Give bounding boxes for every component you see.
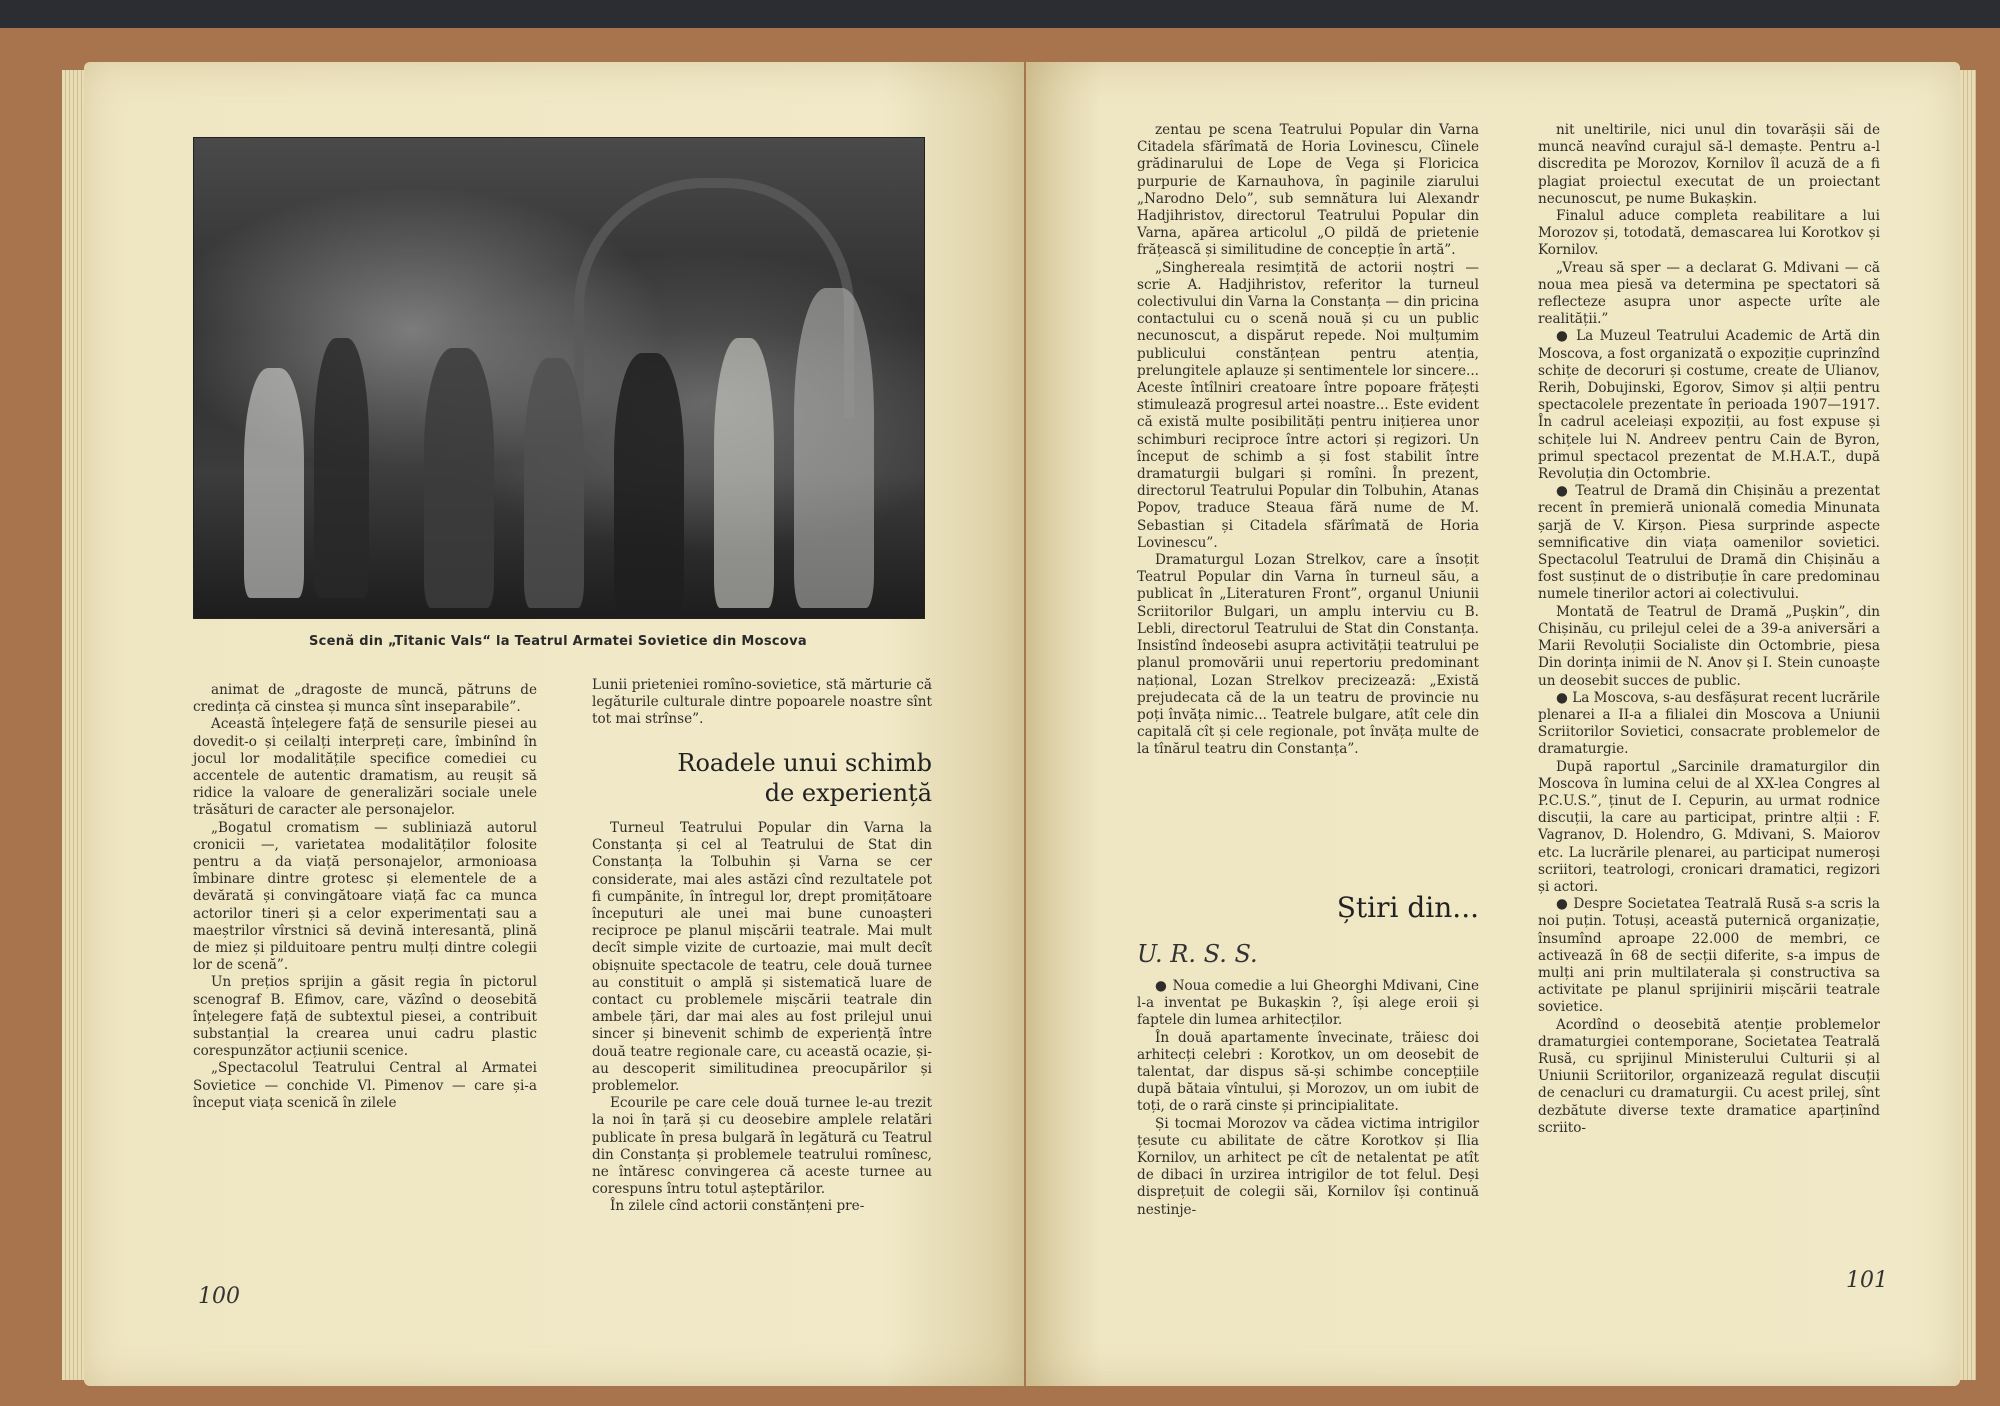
paragraph: nit uneltirile, nici unul din tovarășii săi de muncă neavînd curajul să-l demaște. Pentru a-l discredita pe Morozov, Kornilov îl acuză de a fi plagiat proiectul executat de un proiectant necunoscut, pe nume Bukașkin. [1538, 122, 1880, 207]
paragraph: Montată de Teatrul de Dramă „Pușkin”, din Chișinău, cu prilejul celei de a 39-a aniversări a Marii Revoluții Socialiste din Octombrie, piesa Din dorința inimii de N. Anov și I. Stein cunoaște un deosebit succes de public. [1538, 603, 1880, 689]
paragraph: ● La Muzeul Teatrului Academic de Artă din Moscova, a fost organizată o expoziție cuprinzînd schițe de decoruri și costume, create de Ulianov, Rerih, Dobujinski, Egorov, Simov și alții pentru spectacolele prezentate în perioada 1907—1917. În cadrul aceleiași expoziții, au fost expuse și schițele lui N. Andreev pentru Cain de Byron, primul spectacol prezentat de M.H.A.T., după Revoluția din Octombrie. [1538, 328, 1880, 483]
photo-figure [714, 338, 774, 608]
article-heading [592, 748, 932, 808]
paragraph: Dramaturgul Lozan Strelkov, care a însoțit Teatrul Popular din Varna în turneul său, a publicat în „Literaturen Front”, organul Uniunii Scriitorilor Bulgari, un amplu interviu cu B. Lebli, directorul Teatrului de Stat din Constanța. Insistînd îndeosebi asupra activității teatrului pe planul promovării unui repertoriu predominant național, Lozan Strelkov precizează: „Există prejudecata că de la un teatru de provincie nu poți învăța nimic... Teatrele bulgare, atît cele din capitală cît și cele regionale, pot învăța multe de la tînărul teatru din Constanța”. [1137, 552, 1479, 758]
paragraph: După raportul „Sarcinile dramaturgilor din Moscova în lumina celui de al XX-lea Congres al P.C.U.S.”, ținut de I. Cepurin, au urmat rodnice discuții, la care au participat, printre alții : F. Vagranov, D. Holendro, G. Mdivani, S. Maiorov etc. La lucrările plenarei, au participat numeroși scriitori, teatrologi, cronicari dramatici, regizori și actori. [1538, 758, 1880, 895]
left-column-2-intro [592, 677, 932, 729]
paragraph: „Vreau să sper — a declarat G. Mdivani — că noua mea piesă va determina pe spectatori să reflecteze asupra unor aspecte urîte ale realității.” [1538, 259, 1880, 328]
paragraph: ● Despre Societatea Teatrală Rusă s-a scris la noi puțin. Totuși, această puternică organizație, însumînd aproape 22.000 de membri, ce activează în 68 de secții diferite, s-a impus de mulți ani prin multilaterala și constructiva sa activitate pe planul sprijinirii mișcării teatrale sovietice. [1538, 896, 1880, 1016]
page-number-right: 101 [1846, 1268, 1888, 1293]
paragraph: ● Teatrul de Dramă din Chișinău a prezentat recent în premieră unională comedia Minunata șarjă de V. Kirșon. Piesa surprinde aspecte semnificative din viața oamenilor sovietici. Spectacolul Teatrului de Dramă din Chișinău a fost susținut de o distribuție în care predominau numele tinerilor actori ai colectivului. [1538, 483, 1880, 603]
photo-figure [614, 353, 684, 613]
page-edges-right [1960, 70, 1976, 1380]
paragraph: Această înțelegere față de sensurile piesei au dovedit-o și ceilalți interpreți care, îmbinînd în jocul lor modalitățile specifice comediei cu accentele de autentic dramatism, au reușit să ridice la valoare de generalizări sociale unele trăsături de caracter ale personajelor. [193, 716, 537, 819]
heading-line-1: Roadele unui schimb [677, 749, 932, 777]
paragraph: În două apartamente învecinate, trăiesc doi arhitecți celebri : Korotkov, un om deosebit de talentat, dar dispus să-și schimbe concepțiile după bătaia vîntului, și Morozov, un om iubit de toți, de o rară cinste și principialitate. [1137, 1029, 1479, 1115]
paragraph: Acordînd o deosebită atenție problemelor dramaturgiei contemporane, Societatea Teatrală Rusă, cu sprijinul Ministerului Culturii și al Uniunii Scriitorilor, organizează regulat discuții de cenacluri cu dramaturgii. Cu acest prilej, sînt dezbătute diverse texte dramatice aparținînd scriito- [1538, 1016, 1880, 1136]
paragraph: „Bogatul cromatism — subliniază autorul cronicii —, varietatea modalităților folosite pentru a da viață personajelor, armonioasa îmbinare dintre grotesc și elementele de a devărată și convingătoare viață fac ca munca actorilor tineri și a celor experimentați sau a maeștrilor vîrstnici să devină interesantă, plină de miez și pilduitoare pentru mulți dintre colegii lor de scenă”. [193, 819, 537, 974]
paragraph: animat de „dragoste de muncă, pătruns de credința că cinstea și munca sînt inseparabile”. [193, 682, 537, 716]
left-column-1 [193, 682, 537, 1112]
news-heading: Știri din... [1336, 891, 1479, 924]
paragraph: Ecourile pe care cele două turnee le-au trezit la noi în țară și cu deosebire amplele relatări publicate în presa bulgară în legătură cu Teatrul din Constanța și problemele teatrului romînesc, ne întăresc convingerea că aceste turnee au corespuns întru totul așteptărilor. [592, 1095, 932, 1198]
paragraph: zentau pe scena Teatrului Popular din Varna Citadela sfărîmată de Horia Lovinescu, Cîinele grădinarului de Lope de Vega și Floricica purpurie de Karnauhova, în paginile ziarului „Narodno Delo”, sub semnătura lui Alexandr Hadjihristov, directorul Teatrului Popular din Varna, apărea articolul „O pildă de prietenie frățească și similitudine de concepție în artă”. [1137, 122, 1479, 259]
scanner-background [0, 0, 2000, 28]
right-column-2 [1538, 122, 1880, 1137]
paragraph: ● La Moscova, s-au desfășurat recent lucrările plenarei a II-a a filialei din Moscova a Uniunii Scriitorilor Sovietici, consacrate problemelor de dramaturgie. [1538, 689, 1880, 758]
paragraph: Lunii prieteniei romîno-sovietice, stă mărturie că legăturile culturale dintre popoarele noastre sînt tot mai strînse”. [592, 677, 932, 728]
news-column [1137, 978, 1479, 1219]
paragraph: „Singhereala resimțită de actorii noștri — scrie A. Hadjihristov, referitor la turneul colectivului din Varna la Constanța — din pricina contactului cu o scenă nouă și cu un public necunoscut, a dispărut repede. Noi mulțumim publicului constănțean pentru atenția, prelungitele aplauze și sentimentele lor sincere... Aceste întîlniri creatoare între popoare frățești stimulează progresul artei noastre... Este evident că există multe posibilități pentru inițierea unor schimburi reciproce între actori și regizori. Un început de schimb a și fost stabilit între dramaturgii bulgari și romîni. În prezent, directorul Teatrului Popular din Tolbuhin, Atanas Popov, traduce Steaua fără nume de M. Sebastian și Citadela sfărîmată de Horia Lovinescu”. [1137, 259, 1479, 551]
photo-figure [424, 348, 494, 608]
stage-photo [193, 137, 925, 619]
paragraph: Un prețios sprijin a găsit regia în pictorul scenograf B. Efimov, care, văzînd o deosebită înțelegere față de subtextul piesei, a contribuit substanțial la crearea unui cadru plastic corespunzător acțiunii scenice. [193, 974, 537, 1060]
paragraph: Turneul Teatrului Popular din Varna la Constanța și cel al Teatrului de Stat din Constanța la Tolbuhin și Varna se cer considerate, mai ales astăzi cînd rezultatele pot fi cumpănite, în întregul lor, drept promițătoare începuturi ale unei mai bune cunoașteri reciproce pe planul mișcării teatrale. Mai mult decît simple vizite de curtoazie, mai mult decît obișnuite spectacole de teatru, cele două turnee au constituit o amplă și sistematică luare de contact cu problemele mișcării teatrale din ambele țări, dar mai ales au fost prilejul unui sincer și binevenit schimb de experiență între două teatre regionale care, cu această ocazie, și-au descoperit similitudinea preocupărilor și problemelor. [592, 820, 932, 1095]
heading-line-2: de experiență [764, 779, 932, 807]
right-column-1 [1137, 122, 1479, 759]
page-edges-left [62, 70, 84, 1380]
paragraph: ● Noua comedie a lui Gheorghi Mdivani, Cine l-a inventat pe Bukașkin ?, își alege eroii și faptele din lumea arhitecților. [1137, 978, 1479, 1029]
photo-caption: Scenă din „Titanic Vals“ la Teatrul Armatei Sovietice din Moscova [309, 634, 807, 649]
paragraph: Și tocmai Morozov va cădea victima intrigilor țesute cu abilitate de către Korotkov și Ilia Kornilov, un arhitect pe cît de netalentat pe atît de dibaci în urzirea intrigilor de tot felul. Deși disprețuit de colegii săi, Kornilov își continuă nestinje- [1137, 1115, 1479, 1218]
photo-figure [244, 368, 304, 598]
paragraph: Finalul aduce completa reabilitare a lui Morozov și, totodată, demascarea lui Korotkov și Kornilov. [1538, 208, 1880, 259]
paragraph: În zilele cînd actorii constănțeni pre- [610, 1198, 865, 1215]
left-column-2 [592, 820, 932, 1216]
photo-figure [314, 338, 369, 598]
photo-figure [524, 358, 584, 608]
paragraph: „Spectacolul Teatrului Central al Armatei Sovietice — conchide Vl. Pimenov — care și-a început viața scenică în zilele [193, 1060, 537, 1111]
news-subhead: U. R. S. S. [1137, 940, 1258, 968]
page-number-left: 100 [198, 1284, 240, 1309]
photo-figure [794, 288, 874, 608]
